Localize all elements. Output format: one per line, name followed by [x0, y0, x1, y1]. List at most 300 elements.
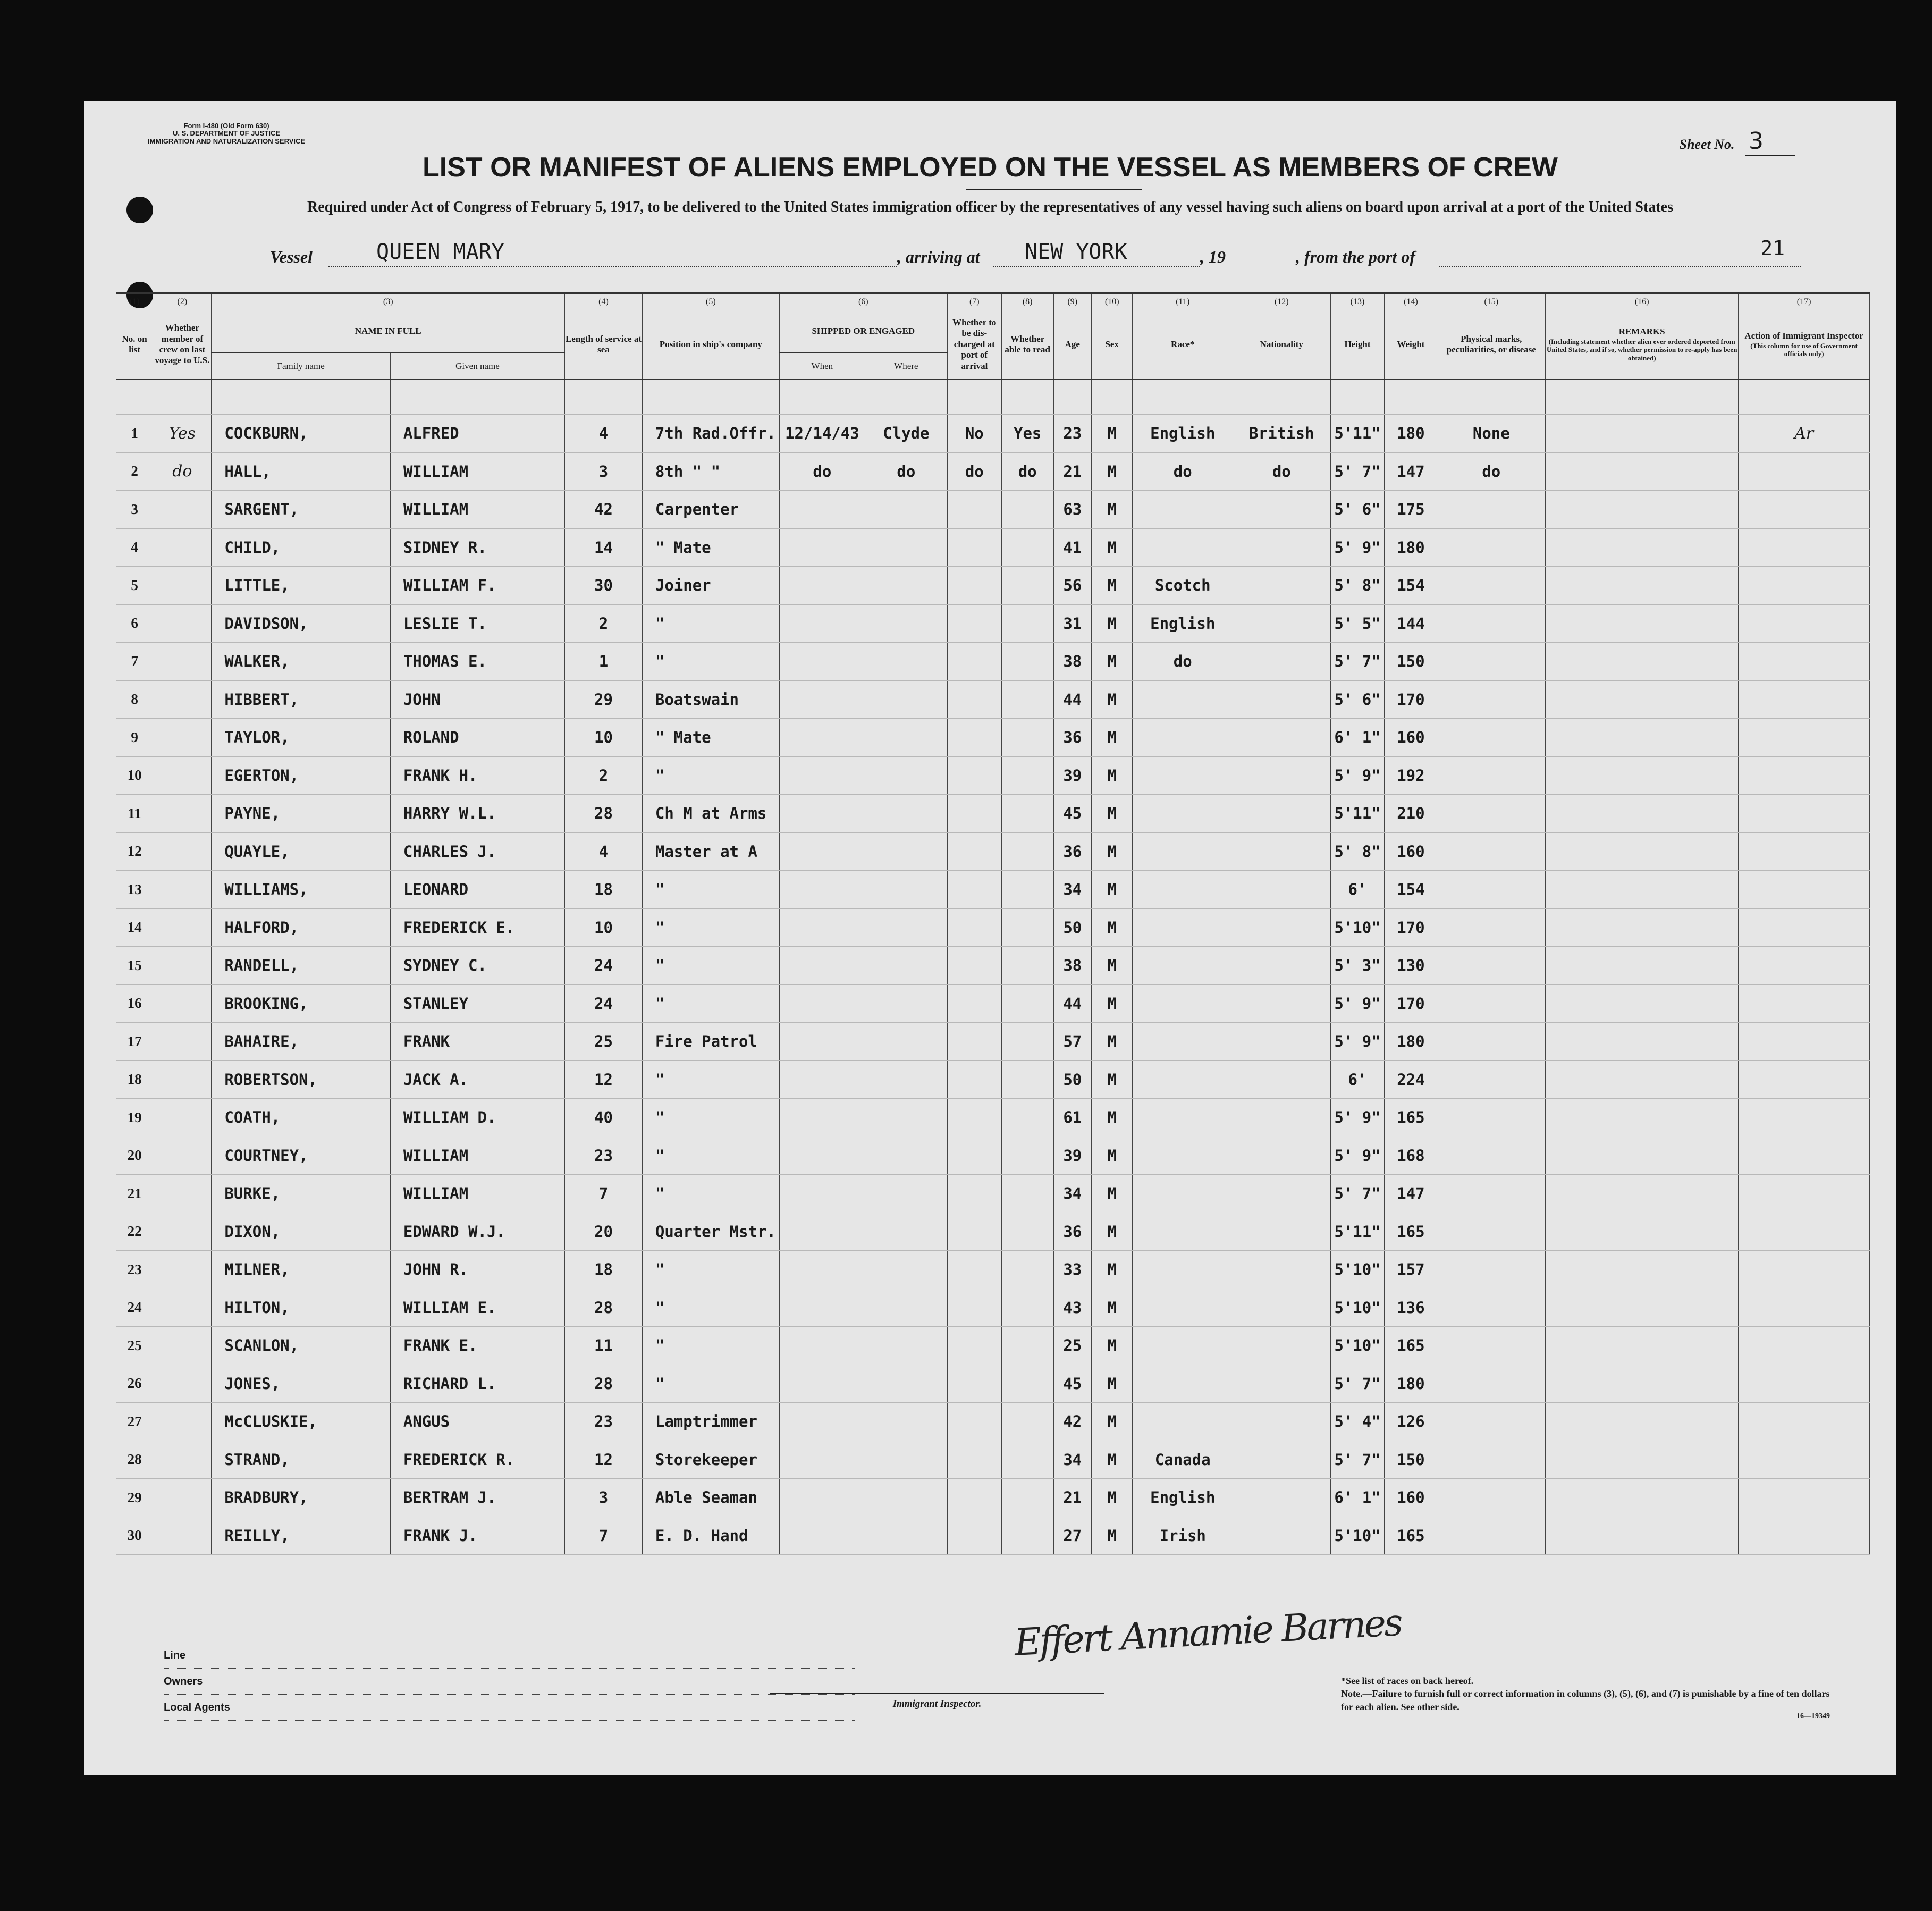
given-name-cell: FRANK H. — [390, 756, 564, 795]
shipped-where-cell — [865, 947, 947, 985]
race-cell — [1133, 1289, 1233, 1327]
remarks-cell — [1546, 719, 1739, 757]
weight-cell: 154 — [1385, 871, 1437, 909]
physical-marks-cell — [1437, 1403, 1546, 1441]
column-number: (8) — [1001, 293, 1053, 310]
shipped-where-cell: Clyde — [865, 415, 947, 453]
physical-marks-cell — [1437, 1023, 1546, 1061]
physical-marks-cell — [1437, 984, 1546, 1023]
remarks-cell — [1546, 1517, 1739, 1555]
inspector-action-cell — [1739, 1289, 1870, 1327]
row-number: 2 — [116, 452, 153, 491]
header-action-title: Action of Immigrant Inspector — [1744, 331, 1863, 341]
age-cell: 63 — [1053, 491, 1091, 529]
remarks-cell — [1546, 984, 1739, 1023]
table-row — [116, 984, 1870, 1023]
nationality-cell — [1233, 1403, 1331, 1441]
arriving-port: NEW YORK — [1025, 240, 1127, 264]
age-cell: 50 — [1053, 908, 1091, 947]
service-length-cell: 28 — [565, 795, 643, 833]
last-voyage-cell — [153, 871, 212, 909]
shipped-where-cell — [865, 1023, 947, 1061]
physical-marks-cell — [1437, 832, 1546, 871]
physical-marks-cell — [1437, 871, 1546, 909]
remarks-cell — [1546, 947, 1739, 985]
row-number: 20 — [116, 1137, 153, 1175]
discharged-cell — [947, 643, 1001, 681]
race-cell — [1133, 756, 1233, 795]
form-code: 16—19349 — [1796, 1712, 1830, 1720]
height-cell: 5' 7" — [1330, 452, 1385, 491]
discharged-cell — [947, 719, 1001, 757]
remarks-cell — [1546, 756, 1739, 795]
inspector-action-cell — [1739, 680, 1870, 719]
family-name-cell: EGERTON, — [212, 756, 390, 795]
weight-cell: 147 — [1385, 452, 1437, 491]
discharged-cell — [947, 756, 1001, 795]
remarks-cell — [1546, 908, 1739, 947]
header-position: Position in ship's company — [642, 310, 779, 380]
header-race: Race* — [1133, 310, 1233, 380]
shipped-where-cell — [865, 1365, 947, 1403]
crew-rows — [116, 380, 1870, 1555]
able-to-read-cell — [1001, 871, 1053, 909]
service-length-cell: 3 — [565, 1479, 643, 1517]
row-number: 4 — [116, 528, 153, 567]
given-name-cell: HARRY W.L. — [390, 795, 564, 833]
weight-cell: 175 — [1385, 491, 1437, 529]
row-number: 28 — [116, 1441, 153, 1479]
shipped-where-cell — [865, 832, 947, 871]
inspector-action-cell — [1739, 1213, 1870, 1251]
inspector-action-cell — [1739, 871, 1870, 909]
given-name-cell: ANGUS — [390, 1403, 564, 1441]
discharged-cell — [947, 1289, 1001, 1327]
nationality-cell — [1233, 1479, 1331, 1517]
last-voyage-cell: Yes — [153, 415, 212, 453]
inspector-action-cell — [1739, 1099, 1870, 1137]
able-to-read-cell — [1001, 756, 1053, 795]
sex-cell: M — [1091, 908, 1132, 947]
header-action-note: (This column for use of Government officials only) — [1750, 341, 1858, 358]
height-cell: 5'10" — [1330, 1517, 1385, 1555]
header-remarks — [1546, 310, 1739, 380]
able-to-read-cell — [1001, 1251, 1053, 1289]
last-voyage-cell — [153, 1517, 212, 1555]
weight-cell: 170 — [1385, 680, 1437, 719]
position-cell: Storekeeper — [642, 1441, 779, 1479]
last-voyage-cell — [153, 756, 212, 795]
column-number: (3) — [212, 293, 565, 310]
table-row — [116, 871, 1870, 909]
shipped-when-cell — [779, 1479, 865, 1517]
header-discharged: Whether to be dis- charged at port of arrival — [947, 310, 1001, 380]
table-row — [116, 528, 1870, 567]
inspector-action-cell — [1739, 452, 1870, 491]
sex-cell: M — [1091, 1099, 1132, 1137]
able-to-read-cell — [1001, 1137, 1053, 1175]
sex-cell: M — [1091, 1213, 1132, 1251]
service-length-cell: 42 — [565, 491, 643, 529]
remarks-cell — [1546, 1365, 1739, 1403]
given-name-cell: SIDNEY R. — [390, 528, 564, 567]
sex-cell: M — [1091, 491, 1132, 529]
row-number: 7 — [116, 643, 153, 681]
discharged-cell — [947, 984, 1001, 1023]
race-cell — [1133, 680, 1233, 719]
inspector-action-cell — [1739, 908, 1870, 947]
position-cell: " — [642, 1289, 779, 1327]
sex-cell: M — [1091, 1251, 1132, 1289]
position-cell: " — [642, 871, 779, 909]
age-cell: 38 — [1053, 947, 1091, 985]
last-voyage-cell — [153, 795, 212, 833]
column-number: (14) — [1385, 293, 1437, 310]
last-voyage-cell — [153, 908, 212, 947]
position-cell: Joiner — [642, 567, 779, 605]
inspector-action-cell — [1739, 1023, 1870, 1061]
age-cell: 57 — [1053, 1023, 1091, 1061]
table-row — [116, 1441, 1870, 1479]
inspector-action-cell — [1739, 1403, 1870, 1441]
family-name-cell: BAHAIRE, — [212, 1023, 390, 1061]
able-to-read-cell — [1001, 1365, 1053, 1403]
shipped-where-cell — [865, 756, 947, 795]
position-cell: Fire Patrol — [642, 1023, 779, 1061]
header-remarks-title: REMARKS — [1618, 326, 1665, 337]
sex-cell: M — [1091, 1289, 1132, 1327]
physical-marks-cell — [1437, 756, 1546, 795]
race-cell — [1133, 1327, 1233, 1365]
nationality-cell — [1233, 1175, 1331, 1213]
column-number: (10) — [1091, 293, 1132, 310]
family-name-cell: CHILD, — [212, 528, 390, 567]
nationality-cell — [1233, 1213, 1331, 1251]
remarks-cell — [1546, 1099, 1739, 1137]
able-to-read-cell — [1001, 1175, 1053, 1213]
table-row — [116, 1517, 1870, 1555]
discharged-cell — [947, 1517, 1001, 1555]
remarks-cell — [1546, 604, 1739, 643]
height-cell: 5' 3" — [1330, 947, 1385, 985]
shipped-when-cell — [779, 1441, 865, 1479]
row-number: 17 — [116, 1023, 153, 1061]
table-row — [116, 1099, 1870, 1137]
shipped-where-cell — [865, 1137, 947, 1175]
race-cell: do — [1133, 452, 1233, 491]
able-to-read-cell — [1001, 908, 1053, 947]
age-cell: 34 — [1053, 1175, 1091, 1213]
shipped-when-cell: 12/14/43 — [779, 415, 865, 453]
last-voyage-cell — [153, 1175, 212, 1213]
service-length-cell: 20 — [565, 1213, 643, 1251]
table-row — [116, 567, 1870, 605]
header-nationality: Nationality — [1233, 310, 1331, 380]
family-name-cell: BURKE, — [212, 1175, 390, 1213]
given-name-cell: FRANK J. — [390, 1517, 564, 1555]
last-voyage-cell — [153, 1060, 212, 1099]
shipped-when-cell — [779, 567, 865, 605]
nationality-cell — [1233, 491, 1331, 529]
family-name-cell: DIXON, — [212, 1213, 390, 1251]
age-cell: 36 — [1053, 719, 1091, 757]
inspector-action-cell — [1739, 947, 1870, 985]
physical-marks-cell — [1437, 1213, 1546, 1251]
shipped-when-cell — [779, 1023, 865, 1061]
discharged-cell — [947, 604, 1001, 643]
column-number: (6) — [779, 293, 947, 310]
row-number: 30 — [116, 1517, 153, 1555]
last-voyage-cell — [153, 947, 212, 985]
age-cell: 34 — [1053, 1441, 1091, 1479]
row-number: 25 — [116, 1327, 153, 1365]
row-number: 15 — [116, 947, 153, 985]
table-row — [116, 1289, 1870, 1327]
height-cell: 5' 7" — [1330, 1175, 1385, 1213]
race-cell — [1133, 832, 1233, 871]
given-name-cell: WILLIAM E. — [390, 1289, 564, 1327]
nationality-cell — [1233, 795, 1331, 833]
sex-cell: M — [1091, 719, 1132, 757]
weight-cell: 180 — [1385, 528, 1437, 567]
form-identifier — [148, 122, 305, 145]
physical-marks-cell — [1437, 1365, 1546, 1403]
position-cell: 7th Rad.Offr. — [642, 415, 779, 453]
able-to-read-cell — [1001, 1099, 1053, 1137]
sex-cell: M — [1091, 1441, 1132, 1479]
weight-cell: 150 — [1385, 1441, 1437, 1479]
shipped-where-cell — [865, 528, 947, 567]
position-cell: " — [642, 1175, 779, 1213]
inspector-action-cell — [1739, 1517, 1870, 1555]
physical-marks-cell — [1437, 567, 1546, 605]
weight-cell: 180 — [1385, 415, 1437, 453]
sex-cell: M — [1091, 604, 1132, 643]
last-voyage-cell — [153, 604, 212, 643]
discharged-cell — [947, 1175, 1001, 1213]
nationality-cell — [1233, 871, 1331, 909]
age-cell: 39 — [1053, 756, 1091, 795]
position-cell: Carpenter — [642, 491, 779, 529]
height-cell: 5'11" — [1330, 415, 1385, 453]
nationality-cell — [1233, 984, 1331, 1023]
given-name-cell: BERTRAM J. — [390, 1479, 564, 1517]
position-cell: " — [642, 1365, 779, 1403]
column-number: (12) — [1233, 293, 1331, 310]
sex-cell: M — [1091, 984, 1132, 1023]
height-cell: 5' 5" — [1330, 604, 1385, 643]
shipped-where-cell — [865, 1175, 947, 1213]
race-cell — [1133, 1403, 1233, 1441]
family-name-cell: SCANLON, — [212, 1327, 390, 1365]
physical-marks-cell — [1437, 1137, 1546, 1175]
sheet-number-value: 3 — [1745, 128, 1795, 156]
remarks-cell — [1546, 1060, 1739, 1099]
family-name-cell: COCKBURN, — [212, 415, 390, 453]
inspector-action-cell — [1739, 984, 1870, 1023]
family-name-cell: SARGENT, — [212, 491, 390, 529]
age-cell: 33 — [1053, 1251, 1091, 1289]
given-name-cell: WILLIAM — [390, 452, 564, 491]
height-cell: 5' 8" — [1330, 832, 1385, 871]
nationality-cell — [1233, 567, 1331, 605]
able-to-read-cell — [1001, 567, 1053, 605]
table-row — [116, 1060, 1870, 1099]
discharged-cell — [947, 871, 1001, 909]
service-length-cell: 2 — [565, 756, 643, 795]
height-cell: 5' 7" — [1330, 1365, 1385, 1403]
sex-cell: M — [1091, 947, 1132, 985]
physical-marks-cell — [1437, 1099, 1546, 1137]
discharged-cell — [947, 1327, 1001, 1365]
nationality-cell — [1233, 832, 1331, 871]
given-name-cell: WILLIAM — [390, 1137, 564, 1175]
remarks-cell — [1546, 1175, 1739, 1213]
nationality-cell — [1233, 947, 1331, 985]
table-row — [116, 832, 1870, 871]
last-voyage-cell — [153, 643, 212, 681]
line-label: Line — [164, 1649, 189, 1661]
shipped-when-cell — [779, 680, 865, 719]
shipped-when-cell — [779, 1517, 865, 1555]
header-physical-marks: Physical marks, peculiarities, or disease — [1437, 310, 1546, 380]
physical-marks-cell — [1437, 1175, 1546, 1213]
nationality-cell — [1233, 1289, 1331, 1327]
able-to-read-cell — [1001, 643, 1053, 681]
row-number: 18 — [116, 1060, 153, 1099]
column-number: (1) — [116, 293, 153, 310]
shipped-where-cell — [865, 719, 947, 757]
sex-cell: M — [1091, 1517, 1132, 1555]
shipped-where-cell — [865, 1441, 947, 1479]
height-cell: 5'11" — [1330, 795, 1385, 833]
shipped-when-cell — [779, 643, 865, 681]
able-to-read-cell — [1001, 1060, 1053, 1099]
last-voyage-cell — [153, 1289, 212, 1327]
race-cell — [1133, 908, 1233, 947]
age-cell: 56 — [1053, 567, 1091, 605]
column-number: (11) — [1133, 293, 1233, 310]
punch-hole — [126, 197, 153, 223]
shipped-where-cell — [865, 1060, 947, 1099]
height-cell: 5'10" — [1330, 1251, 1385, 1289]
weight-cell: 136 — [1385, 1289, 1437, 1327]
service-length-cell: 7 — [565, 1517, 643, 1555]
column-number: (7) — [947, 293, 1001, 310]
shipped-where-cell — [865, 680, 947, 719]
sex-cell: M — [1091, 415, 1132, 453]
shipped-where-cell: do — [865, 452, 947, 491]
footer-fields — [164, 1643, 855, 1721]
family-name-cell: COATH, — [212, 1099, 390, 1137]
sheet-number-label: Sheet No. — [1679, 137, 1735, 152]
shipped-when-cell — [779, 491, 865, 529]
able-to-read-cell — [1001, 1327, 1053, 1365]
race-cell — [1133, 984, 1233, 1023]
last-voyage-cell — [153, 680, 212, 719]
family-name-cell: DAVIDSON, — [212, 604, 390, 643]
row-number: 23 — [116, 1251, 153, 1289]
row-number: 10 — [116, 756, 153, 795]
header-last-voyage: Whether member of crew on last voyage to U.S. — [153, 310, 212, 380]
able-to-read-cell — [1001, 528, 1053, 567]
column-number: (13) — [1330, 293, 1385, 310]
vessel-name: QUEEN MARY — [376, 240, 504, 264]
race-cell: English — [1133, 604, 1233, 643]
race-cell: English — [1133, 1479, 1233, 1517]
nationality-cell — [1233, 756, 1331, 795]
page-title: LIST OR MANIFEST OF ALIENS EMPLOYED ON THE VESSEL AS MEMBERS OF CREW — [423, 152, 1558, 183]
row-number: 13 — [116, 871, 153, 909]
race-cell — [1133, 1023, 1233, 1061]
remarks-cell — [1546, 1441, 1739, 1479]
able-to-read-cell — [1001, 1403, 1053, 1441]
table-row — [116, 415, 1870, 453]
able-to-read-cell — [1001, 1023, 1053, 1061]
family-name-cell: RANDELL, — [212, 947, 390, 985]
position-cell: " — [642, 908, 779, 947]
discharged-cell — [947, 528, 1001, 567]
physical-marks-cell — [1437, 908, 1546, 947]
given-name-cell: JOHN — [390, 680, 564, 719]
inspector-action-cell — [1739, 1479, 1870, 1517]
height-cell: 5' 4" — [1330, 1403, 1385, 1441]
last-voyage-cell — [153, 1327, 212, 1365]
height-cell: 5' 9" — [1330, 756, 1385, 795]
owners-field — [164, 1669, 855, 1695]
column-number: (5) — [642, 293, 779, 310]
nationality-cell — [1233, 1060, 1331, 1099]
able-to-read-cell — [1001, 680, 1053, 719]
given-name-cell: WILLIAM D. — [390, 1099, 564, 1137]
weight-cell: 157 — [1385, 1251, 1437, 1289]
position-cell: Ch M at Arms — [642, 795, 779, 833]
height-cell: 6' — [1330, 871, 1385, 909]
physical-marks-cell — [1437, 528, 1546, 567]
race-cell — [1133, 1213, 1233, 1251]
sheet-number — [1680, 128, 1796, 155]
family-name-cell: STRAND, — [212, 1441, 390, 1479]
remarks-cell — [1546, 1213, 1739, 1251]
age-cell: 61 — [1053, 1099, 1091, 1137]
table-row — [116, 604, 1870, 643]
shipped-when-cell — [779, 1251, 865, 1289]
discharged-cell — [947, 1441, 1001, 1479]
remarks-cell — [1546, 1023, 1739, 1061]
table-row — [116, 1479, 1870, 1517]
shipped-where-cell — [865, 1289, 947, 1327]
able-to-read-cell — [1001, 1289, 1053, 1327]
column-number: (16) — [1546, 293, 1739, 310]
height-cell: 5' 9" — [1330, 1023, 1385, 1061]
row-number: 21 — [116, 1175, 153, 1213]
inspector-action-cell — [1739, 1251, 1870, 1289]
shipped-when-cell — [779, 1175, 865, 1213]
shipped-when-cell — [779, 528, 865, 567]
row-number: 5 — [116, 567, 153, 605]
table-row — [116, 1327, 1870, 1365]
given-name-cell: LEONARD — [390, 871, 564, 909]
age-cell: 42 — [1053, 1403, 1091, 1441]
nationality-cell — [1233, 1441, 1331, 1479]
position-cell: " — [642, 1251, 779, 1289]
position-cell: " — [642, 1099, 779, 1137]
shipped-when-cell — [779, 984, 865, 1023]
physical-marks-cell — [1437, 719, 1546, 757]
nationality-cell — [1233, 1099, 1331, 1137]
given-name-cell: LESLIE T. — [390, 604, 564, 643]
service-length-cell: 24 — [565, 947, 643, 985]
